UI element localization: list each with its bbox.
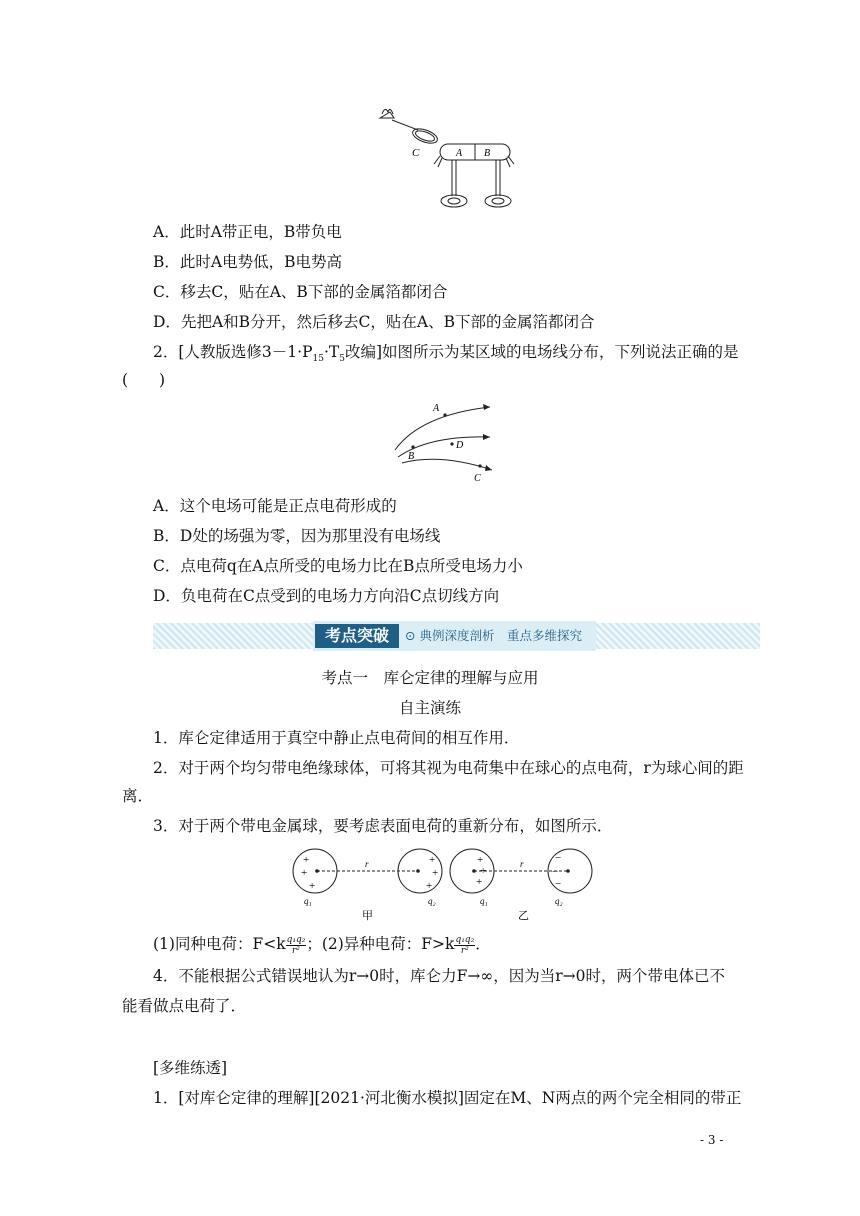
svg-text:+: + xyxy=(432,867,439,879)
svg-text:−: − xyxy=(555,852,562,864)
banner-title: 考点突破 xyxy=(315,624,399,648)
svg-text:q₂: q₂ xyxy=(555,896,563,906)
svg-text:+: + xyxy=(477,854,484,866)
q2-option-c: C．点电荷q在A点所受的电场力比在B点所受电场力小 xyxy=(153,557,523,575)
svg-text:r: r xyxy=(520,859,524,869)
point-2-line1: 2．对于两个均匀带电绝缘球体，可将其视为电荷集中在球心的点电荷，r为球心间的距 xyxy=(153,759,744,777)
figure-electroscope xyxy=(370,100,530,215)
fraction: $\frac{\text{q₁q₂}}{\text{r²}}$ xyxy=(286,934,306,956)
svg-text:乙: 乙 xyxy=(518,910,529,922)
svg-text:+: + xyxy=(303,854,310,866)
q1-option-c: C．移去C，贴在A、B下部的金属箔都闭合 xyxy=(153,283,448,301)
q1-option-b: B．此时A电势低，B电势高 xyxy=(153,253,342,271)
svg-text:C: C xyxy=(412,147,420,159)
figure-charged-spheres xyxy=(290,845,600,923)
svg-text:B: B xyxy=(484,148,491,159)
point-4-line1: 4．不能根据公式错误地认为r→0时，库仑力F→∞，因为当r→0时，两个带电体已不 xyxy=(153,967,726,985)
svg-text:+: + xyxy=(426,880,433,892)
q1-option-a: A．此时A带正电，B带负电 xyxy=(153,223,342,241)
section-banner xyxy=(153,617,760,655)
practice-heading: [多维练透] xyxy=(153,1059,228,1077)
figure-field-lines xyxy=(380,395,500,490)
practice-question-1: 1．[对库仑定律的理解][2021·河北衡水模拟]固定在M、N两点的两个完全相同的带正 xyxy=(153,1089,742,1107)
point-1: 1．库仑定律适用于真空中静止点电荷间的相互作用． xyxy=(153,729,520,747)
point-2-line2: 离． xyxy=(122,787,154,805)
svg-text:−: − xyxy=(552,866,559,878)
page-number: - 3 - xyxy=(700,1133,724,1147)
fraction: $\frac{\text{q₁q₂}}{\text{r²}}$ xyxy=(455,934,475,956)
point-3: 3．对于两个带电金属球，要考虑表面电荷的重新分布，如图所示． xyxy=(153,817,613,835)
charged-rod-icon xyxy=(380,109,439,146)
svg-text:q₂: q₂ xyxy=(428,896,436,906)
q2-answer-paren: ( ) xyxy=(122,371,166,389)
svg-text:q₁: q₁ xyxy=(480,896,488,906)
svg-text:A: A xyxy=(433,403,440,414)
svg-text:甲: 甲 xyxy=(362,910,373,922)
q2-stem: 2．[人教版选修$3-1\cdot P_{15}\cdot T_5$改编]如图所示为某区域的电场线分布，下列说法正确的是 xyxy=(153,343,739,365)
section-subheading: 自主演练 xyxy=(398,699,461,717)
q2-option-d: D．负电荷在C点受到的电场力方向沿C点切线方向 xyxy=(153,587,500,605)
svg-text:+: + xyxy=(309,880,316,892)
svg-text:D: D xyxy=(456,440,464,451)
banner-subtitle: ⊙ 典例深度剖析 重点多维探究 xyxy=(405,628,582,643)
formula-line: (1)同种电荷：F<k $\frac{\text{q₁q₂}}{\text{r²}}$ ；(2)异种电荷：F>k $\frac{\text{q₁q₂}}{\text{r²}}$ ． xyxy=(153,934,491,956)
svg-text:B: B xyxy=(408,451,415,462)
q1-option-d: D．先把A和B分开，然后移去C，贴在A、B下部的金属箔都闭合 xyxy=(153,313,595,331)
svg-text:+: + xyxy=(429,854,436,866)
point-4-line2: 能看做点电荷了． xyxy=(122,997,247,1015)
svg-text:+: + xyxy=(301,867,308,879)
svg-text:r: r xyxy=(365,859,369,869)
svg-text:C: C xyxy=(474,473,481,484)
svg-text:A: A xyxy=(456,148,463,159)
svg-text:q₁: q₁ xyxy=(304,896,312,906)
svg-text:−: − xyxy=(555,878,562,890)
svg-text:+: + xyxy=(476,876,483,888)
q2-option-b: B．D处的场强为零，因为那里没有电场线 xyxy=(153,527,441,545)
section-heading: 考点一 库仑定律的理解与应用 xyxy=(321,669,539,687)
bullet-icon: ⊙ xyxy=(405,628,416,643)
q2-option-a: A．这个电场可能是正点电荷形成的 xyxy=(153,497,397,515)
svg-text:+: + xyxy=(480,865,487,877)
